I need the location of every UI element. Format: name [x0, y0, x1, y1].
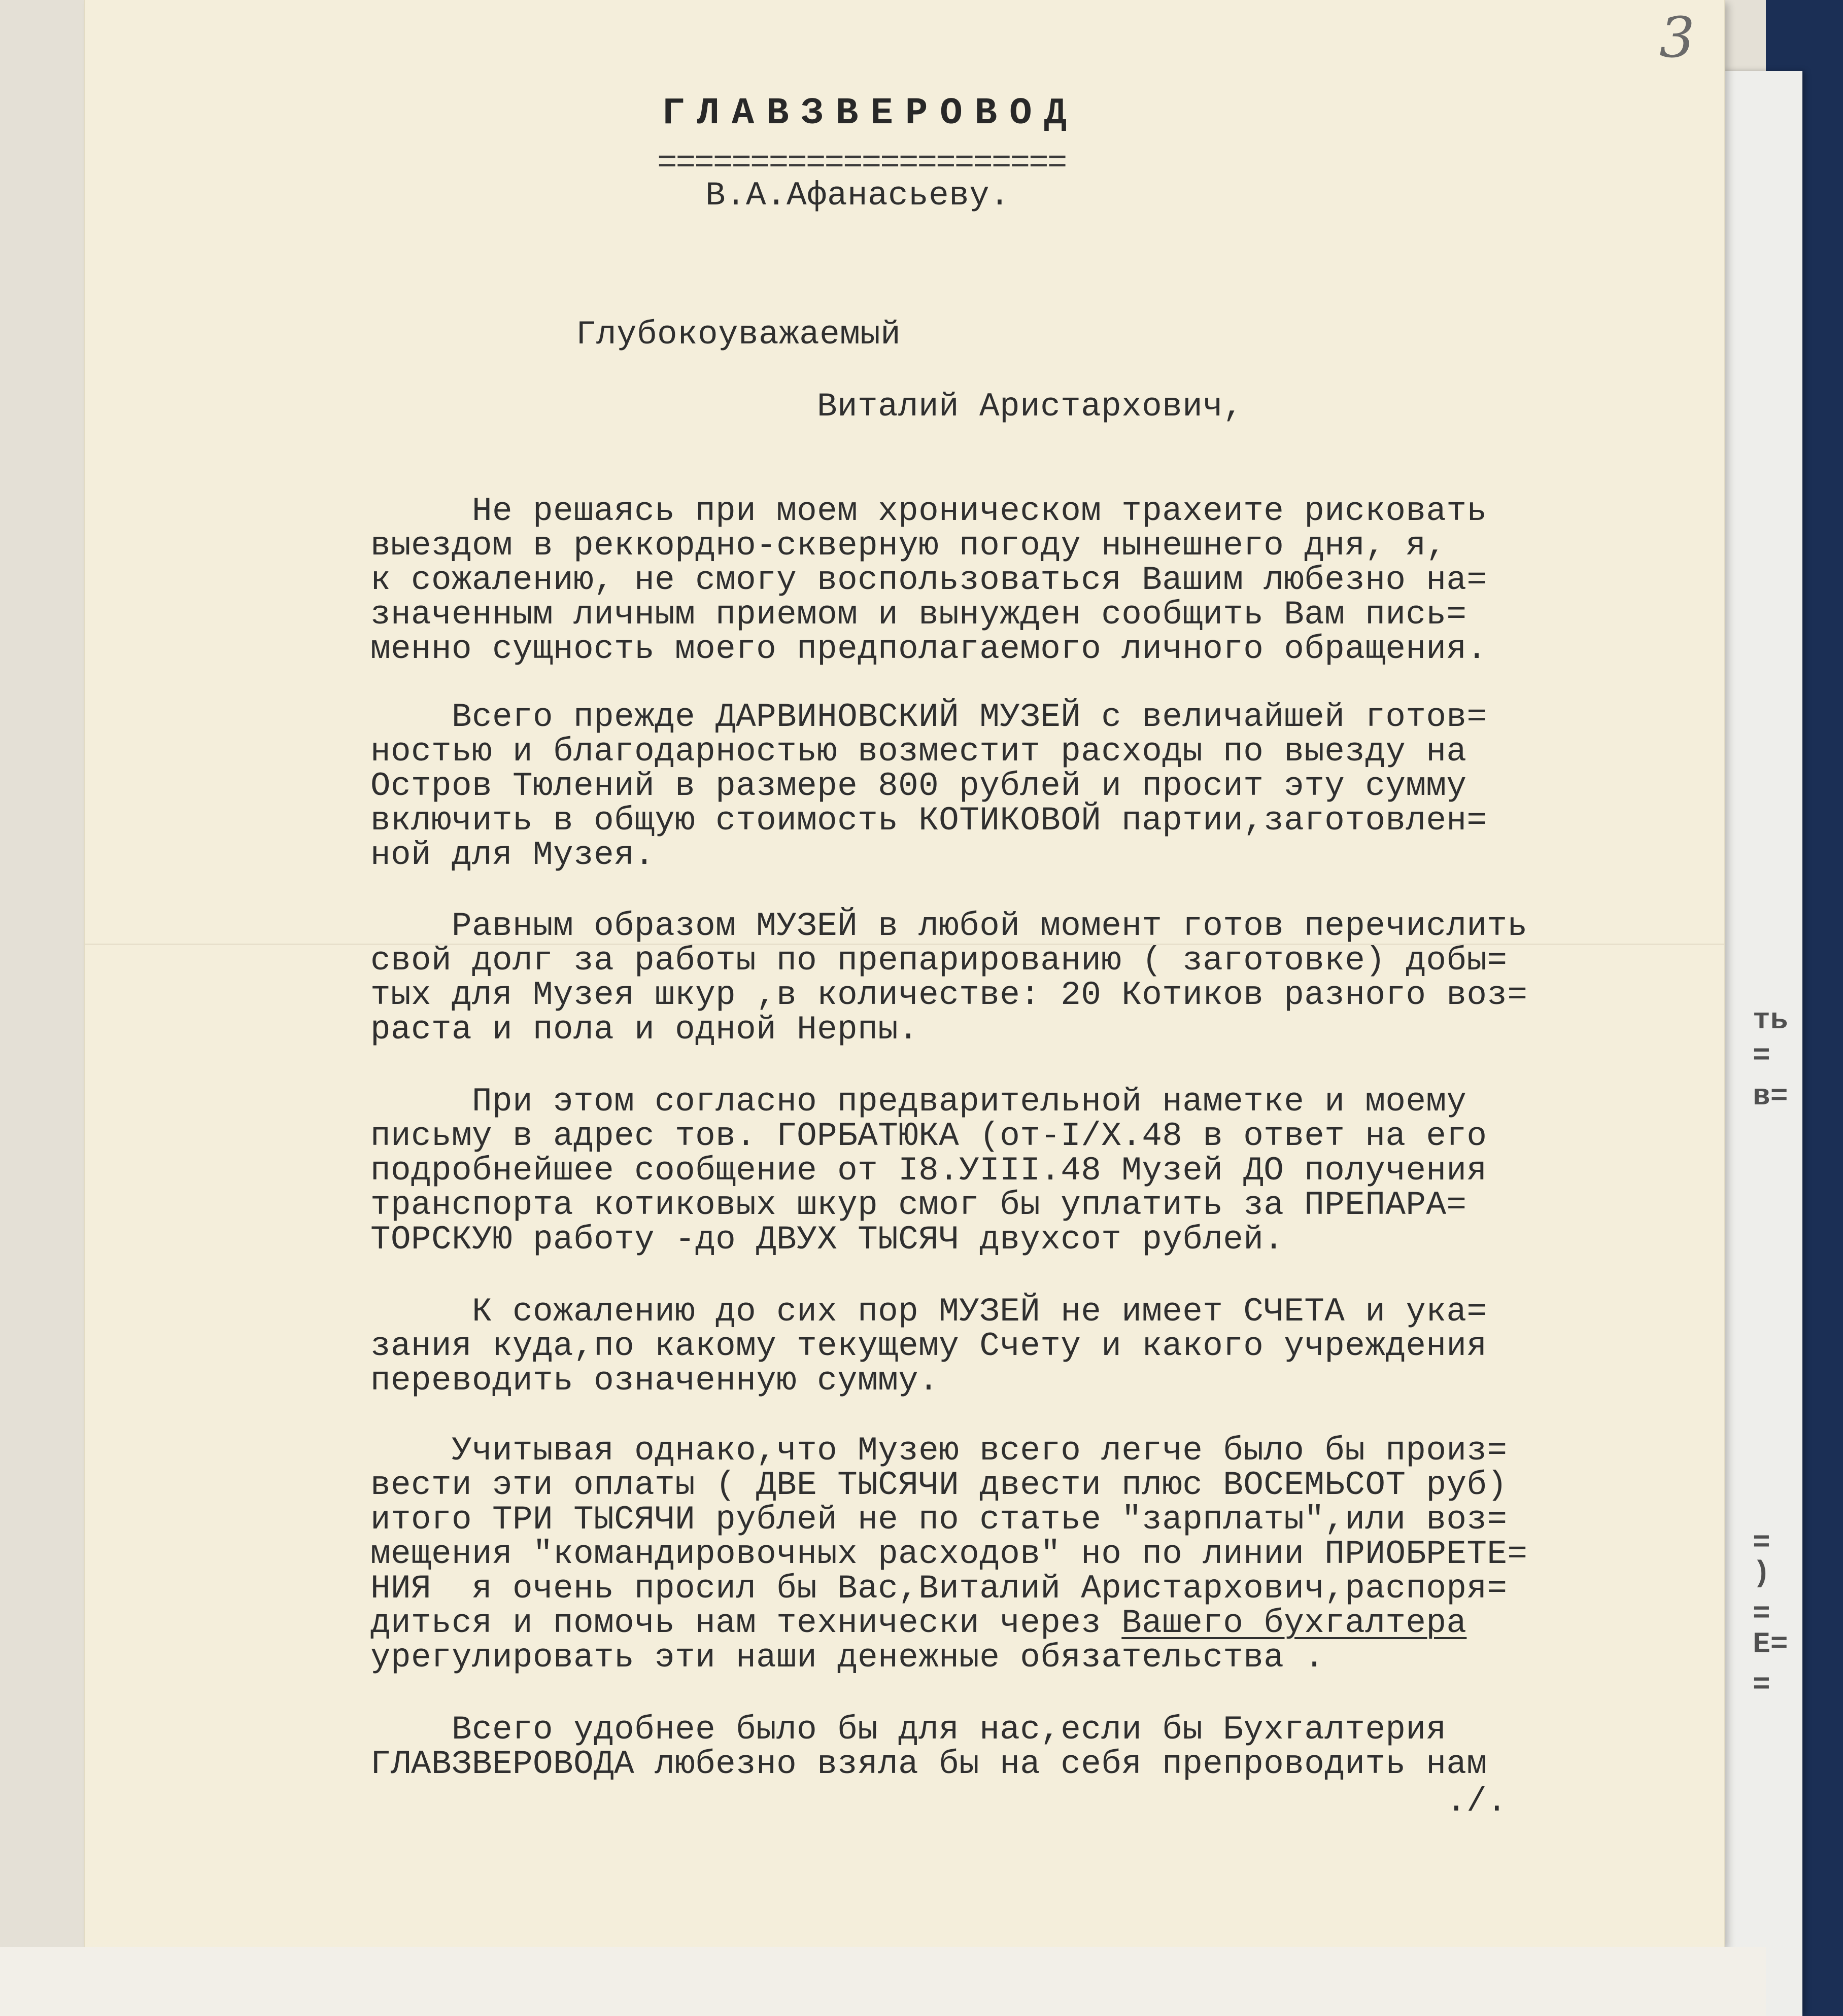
text-line: НИЯ я очень просил бы Вас,Виталий Аристархович,распоря=	[370, 1570, 1508, 1608]
paragraph-3	[370, 909, 1527, 1047]
text-line: менно сущность моего предполагаемого личного обращения.	[370, 630, 1487, 668]
text-line: ТОРСКУЮ работу -до ДВУХ ТЫСЯЧ двухсот рублей.	[370, 1221, 1284, 1259]
edge-mark: =	[1753, 1040, 1770, 1073]
page-number: 3	[1659, 5, 1695, 70]
paragraph-4	[370, 1085, 1487, 1257]
text-line: Учитывая однако,что Музею всего легче было бы произ=	[370, 1432, 1508, 1470]
text-line: Остров Тюлений в размере 800 рублей и просит эту сумму	[370, 767, 1467, 805]
text-line: Всего прежде ДАРВИНОВСКИЙ МУЗЕЙ с величайшей готов=	[370, 698, 1487, 736]
text-line: письму в адрес тов. ГОРБАТЮКА (от-I/X.48 в ответ на его	[370, 1117, 1487, 1155]
text-line: переводить означенную сумму.	[370, 1362, 939, 1400]
text-line-start: диться и помочь нам технически через	[370, 1604, 1122, 1642]
text-line: свой долг за работы по препарированию ( заготовке) добы=	[370, 942, 1508, 980]
text-line: зания куда,по какому текущему Счету и какого учреждения	[370, 1327, 1487, 1365]
paragraph-1	[370, 494, 1487, 667]
edge-mark: =	[1753, 1598, 1770, 1631]
edge-mark: =	[1753, 1669, 1770, 1702]
underlying-page	[1720, 71, 1802, 2016]
text-line: При этом согласно предварительной наметке и моему	[370, 1083, 1467, 1121]
edge-mark: в=	[1753, 1081, 1788, 1114]
text-line: ностью и благодарностью возместит расходы по выезду на	[370, 733, 1467, 771]
text-line: к сожалению, не смогу воспользоваться Вашим любезно на=	[370, 561, 1487, 599]
letterhead-title: ГЛАВЗВЕРОВОД	[662, 92, 1079, 135]
salutation-line-1: Глубокоуважаемый	[576, 316, 901, 354]
salutation-line-2: Виталий Аристархович,	[817, 388, 1244, 426]
letterhead-rule: ======================	[657, 144, 1066, 182]
text-line: вести эти оплаты ( ДВЕ ТЫСЯЧИ двести плюс ВОСЕМЬСОТ руб)	[370, 1466, 1508, 1504]
text-line: тых для Музея шкур ,в количестве: 20 Котиков разного воз=	[370, 976, 1528, 1014]
text-line: транспорта котиковых шкур смог бы уплатить за ПРЕПАРА=	[370, 1186, 1467, 1224]
text-line: выездом в реккордно-скверную погоду нынешнего дня, я,	[370, 527, 1447, 565]
text-line: Всего удобнее было бы для нас,если бы Бухгалтерия	[370, 1711, 1447, 1749]
edge-mark: =	[1753, 1527, 1770, 1560]
paragraph-5	[370, 1295, 1487, 1398]
text-line: значенным личным приемом и вынужден сообщить Вам пись=	[370, 596, 1467, 634]
text-line: итого ТРИ ТЫСЯЧИ рублей не по статье "зарплаты",или воз=	[370, 1501, 1508, 1539]
text-line: Равным образом МУЗЕЙ в любой момент готов перечислить	[370, 907, 1528, 945]
edge-mark: )	[1753, 1557, 1770, 1590]
continuation-mark: ./.	[1446, 1783, 1508, 1821]
paragraph-6	[370, 1434, 1527, 1675]
text-line: включить в общую стоимость КОТИКОВОЙ партии,заготовлен=	[370, 802, 1487, 840]
paragraph-7	[370, 1713, 1487, 1782]
text-line: урегулировать эти наши денежные обязательства .	[370, 1639, 1325, 1677]
underlined-phrase: Вашего бухгалтера	[1121, 1604, 1467, 1642]
page-bottom-margin	[0, 1947, 1766, 2016]
text-line: подробнейшее сообщение от I8.УIII.48 Музей ДО получения	[370, 1152, 1487, 1190]
edge-mark: ть	[1753, 1004, 1788, 1037]
edge-mark: Е=	[1753, 1628, 1788, 1661]
addressee: В.А.Афанасьеву.	[705, 177, 1010, 215]
text-line: раста и пола и одной Нерпы.	[370, 1011, 919, 1049]
paragraph-2	[370, 700, 1487, 873]
text-line: ГЛАВЗВЕРОВОДА любезно взяла бы на себя препроводить нам	[370, 1745, 1487, 1783]
text-line: Не решаясь при моем хроническом трахеите рисковать	[370, 492, 1487, 530]
text-line: мещения "командировочных расходов" но по линии ПРИОБРЕТЕ=	[370, 1535, 1528, 1573]
text-line	[370, 1606, 1527, 1641]
text-line: К сожалению до сих пор МУЗЕЙ не имеет СЧЕТА и ука=	[370, 1293, 1487, 1331]
text-line: ной для Музея.	[370, 836, 655, 874]
